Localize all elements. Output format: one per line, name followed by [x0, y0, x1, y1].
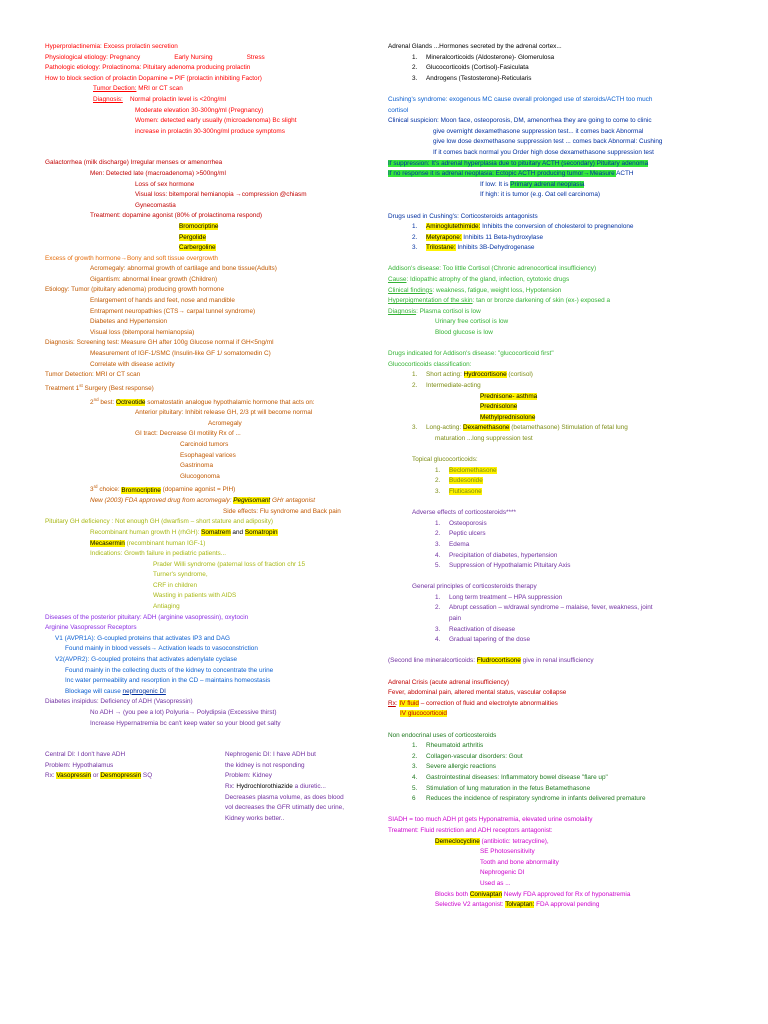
second-line: (Second line mineralcorticoids: Fludrocortisone give in renal insufficiency	[388, 657, 594, 665]
nonendo-item: 6 Reduces the incidence of respiratory syndrome in infants delivered premature	[412, 795, 646, 803]
cushing-drug-list	[388, 222, 733, 254]
adverse-effect-item: 5. Suppression of Hypothalamic Pituitary Axis	[435, 562, 571, 570]
gi-tract: GI tract: Decrease GI motility Rx of ...	[135, 430, 241, 438]
gi-use-3: Gastrinoma	[180, 462, 214, 470]
drug-carbergoline: Carbergoline	[179, 244, 216, 252]
gh-feature-4: Visual loss (bitemporal hemianopsia)	[90, 328, 195, 336]
drug-pergolide: Pergolide	[179, 233, 207, 241]
v1-location: Found mainly in blood vessels→ Activation leads to vasoconstriction	[65, 645, 258, 653]
demeclo-se-1: SE Photosensitivity	[480, 848, 535, 856]
clinical-suspicion: Clinical suspicion: Moon face, osteoporosis, DM, amenorrhea they are going to come to clinic	[388, 117, 652, 125]
topical-item: 3. Fluticasone	[435, 487, 482, 495]
tolvaptan-line: Selective V2 antagonist: Tolvaptan: FDA approval pending	[435, 901, 600, 909]
cushing-test-1: give overnight dexamethasone suppression test... it comes back Abnormal	[433, 127, 644, 135]
pathologic-etiology: Pathologic etiology: Prolactinoma: Pituitary adenoma producing prolactin	[45, 64, 251, 72]
drug-bromocriptine: Bromocriptine	[179, 222, 219, 230]
principle-2: 2. Abrupt cessation – w/drawal syndrome – malaise, fever, weakness, joint	[435, 604, 653, 612]
if-low-line: If low: It is Primary adrenal neoplasia	[480, 180, 585, 188]
diagnosis-line-2: Moderate elevation 30-300ng/ml (Pregnancy)	[135, 106, 264, 114]
intermediate-acting: 2. Intermediate-acting	[412, 382, 481, 389]
anterior-pituitary: Anterior pituitary: Inhibit release GH, 2/3 pt will become normal	[135, 409, 313, 417]
demeclo-se-3: Nephrogenic DI	[480, 869, 525, 877]
diagnosis-line-1: Diagnosis: Normal prolactin level is <20ng/ml	[93, 95, 227, 103]
demeclocycline: Demeclocycline (antibiotic: tetracycline),	[435, 837, 549, 845]
di-symptom-2: Increase Hypernatremia bc can't keep water so your blood get salty	[90, 719, 281, 727]
cushing-drug-item: 1. Aminoglutethimide: Inhibits the conversion of cholesterol to pregnenolone	[412, 223, 634, 231]
addison-title: Addison's disease: Too little Cortisol (Chronic adrenocortical insufficiency)	[388, 265, 597, 273]
nonendo-item: 2. Collagen-vascular disorders: Gout	[412, 752, 523, 760]
adrenal-list	[388, 53, 733, 85]
diagnosis-line-4: increase in prolactin 30-300ng/ml produce symptoms	[135, 127, 285, 135]
pegvisomant-line: New (2003) FDA approved drug from acromegaly: Pegvisomant GHr antagonist	[90, 497, 315, 505]
gh-feature-2: Entrapment neuropathies (CTS→ carpal tunnel syndrome)	[90, 307, 256, 315]
cushing-drug-item: 3. Trilostane: Inhibits 3B-Dehydrogenase	[412, 244, 535, 252]
siadh-title: SIADH = too much ADH pt gets Hyponatremia, elevated urine osmolality	[388, 816, 593, 824]
men-detection: Men: Detected late (macroadenoma) >500ng/ml	[90, 169, 226, 177]
addison-clinical: Clinical findings: weakness, fatigue, weight loss, Hypotension	[388, 286, 562, 294]
adrenal-hormone-item: 1. Mineralcorticoids (Aldosterone)- Glomerulosa	[412, 53, 555, 61]
gh-etiology: Etiology: Tumor (pituitary adenoma) producing growth hormone	[45, 286, 225, 294]
prolactinoma-treatment: Treatment: dopamine agonist (80% of prolactinoma respond)	[90, 212, 263, 220]
nonendo-item: 5. Stimulation of lung maturation in the fetus Betamethasone	[412, 784, 591, 792]
long-acting-cont: maturation ...long suppression test	[435, 434, 533, 442]
avp-receptors: Arginine Vasopressor Receptors	[45, 624, 137, 632]
gh-tumor-detection: Tumor Detection: MRI or CT scan	[45, 371, 141, 379]
left-column	[45, 42, 380, 845]
gh-deficiency-title: Pituitary GH deficiency : Not enough GH (dwarfism – short stature and adiposity)	[45, 518, 274, 526]
crisis-iv: IV glucocorticoid	[400, 710, 447, 718]
cushing-drug-item: 2. Metyrapone: Inhibits 11 Beta-hydroxylase	[412, 233, 544, 241]
gh-feature-3: Diabetes and Hypertension	[90, 318, 168, 326]
nonendo-list	[388, 741, 733, 805]
indication-1: Prader Willi syndrome (paternal loss of fraction chr 15	[153, 560, 306, 568]
gh-treatment-1: Treatment 1st Surgery (Best response)	[45, 382, 154, 392]
symptom-2: Visual loss: bitemporal hemianopia →compression @chiasm	[135, 191, 307, 199]
side-effects: Side effects: Flu syndrome and Back pain	[223, 507, 341, 515]
gh-screening: Diagnosis: Screening test: Measure GH after 100g Glucose normal if GH<5ng/ml	[45, 339, 274, 347]
demeclo-se-4: Used as ...	[480, 879, 511, 887]
principle-1: 1. Long term treatment – HPA suppression	[435, 593, 563, 601]
gi-use-1: Carcinoid tumors	[180, 441, 229, 449]
indication-3: CRF in children	[153, 581, 198, 589]
gh-feature-1: Enlargement of hands and feet, nose and mandible	[90, 297, 235, 305]
v1-receptor: V1 (AVPR1A): G-coupled proteins that activates IP3 and DAG	[55, 634, 230, 642]
nephrogenic-di: Nephrogenic DI: I have ADH but the kidney is not responding Problem: Kidney Rx: Hydrochlorothiazide a diuretic... Decreases plasma volume, as does blood vol decreases the GFR utimatly dec urine, Kidney works better..	[225, 751, 344, 822]
crisis-rx: Rx: IV fluid – correction of fluid and electrolyte abnormalities	[388, 699, 558, 707]
demeclo-se-2: Tooth and bone abnormality	[480, 858, 559, 866]
indication-2: Turner's syndrome,	[153, 571, 208, 579]
addison-hyperpig: Hyperpigmentation of the skin: tan or bronze darkening of skin (ex-) exposed a	[388, 297, 611, 305]
prolactin-block: How to block section of prolactin Dopamine = PIF (prolactin inhibiting Factor)	[45, 74, 262, 82]
adverse-effect-item: 2. Peptic ulcers	[435, 530, 486, 538]
conivaptan-line: Blocks both Conivaptan Newly FDA approved for Rx of hyponatremia	[435, 890, 631, 898]
addison-diagnosis: Diagnosis: Plasma cortisol is low	[388, 307, 481, 315]
topical-item: 2. Budesonide	[435, 477, 483, 485]
long-acting: 3. Long-acting: Dexamethasone (betamethasone) Stimulation of fetal lung	[412, 424, 628, 432]
if-high-line: If high: it is tumor (e.g. Oat cell carcinoma)	[480, 191, 601, 199]
di-comparison	[45, 750, 380, 845]
gh-treatment-2: 2nd best: Octreotide somatostatin analogue hypothalamic hormone that acts on:	[90, 396, 315, 406]
gi-use-4: Glucogonoma	[180, 472, 220, 480]
indication-4: Wasting in patients with AIDS	[153, 592, 237, 600]
v2-location: Found mainly in the collecting ducts of the kidney to concentrate the urine	[65, 666, 274, 674]
nonendo-title: Non endocrinal uses of corticosteroids	[388, 731, 497, 739]
hyperprolactinemia-title: Hyperprolactinemia: Excess prolactin secretion	[45, 43, 178, 50]
topical-item: 1. Beclomethasone	[435, 466, 497, 474]
siadh-treatment: Treatment: Fluid restriction and ADH receptors antagonist:	[388, 826, 553, 834]
cushing-test-2: give low dose dexmethasone suppression test ... comes back Abnormal: Cushing	[433, 138, 663, 146]
addison-drugs: Drugs indicated for Addison's disease: "glucocorticoid first"	[388, 350, 554, 358]
nonendo-item: 1. Rheumatoid arthritis	[412, 742, 484, 750]
adrenal-hormone-item: 3. Androgens (Testosterone)-Reticularis	[412, 74, 532, 82]
principles-title: General principles of corticosteroids therapy	[412, 583, 537, 591]
crisis-title: Adrenal Crisis (acute adrenal insufficiency)	[388, 678, 510, 686]
v2-blockage: Blockage will cause nephrogenic DI	[65, 687, 166, 695]
indications: Indications: Growth failure in pediatric patients...	[90, 550, 227, 558]
tumor-detection: Tumor Dection: MRI or CT scan	[93, 85, 183, 93]
addison-dx-3: Blood glucose is low	[435, 329, 493, 337]
adverse-title: Adverse effects of corticosteroids****	[412, 509, 516, 517]
indication-5: Antiaging	[153, 603, 180, 611]
gluco-classification: Glucocorticoids classification:	[388, 360, 472, 368]
physiological-etiology: Physiological etiology: Pregnancy Early Nursing Stress	[45, 53, 265, 61]
diagnosis-line-3: Women: detected early usually (microadenoma) Bc slight	[135, 117, 297, 125]
mecasermin-line: Mecasermin (recombinant human IGF-1)	[90, 539, 206, 547]
nonendo-item: 3. Severe allergic reactions	[412, 763, 496, 771]
short-acting: 1. Short acting: Hydrocortisone (cortisol)	[412, 371, 533, 379]
crisis-symptoms: Fever, abdominal pain, altered mental status, vascular collapse	[388, 689, 567, 697]
methylprednisolone: Methylprednisolone	[480, 413, 536, 421]
rhgh-line: Recombinant human growth H (rhGH): Somatrem and Somatropin	[90, 528, 278, 536]
adverse-effect-item: 4. Precipitation of diabetes, hypertension	[435, 551, 558, 559]
topical-list	[388, 466, 733, 498]
nonendo-item: 4. Gastrointestinal diseases: Inflammatory bowel disease "flare up"	[412, 773, 608, 781]
principle-4: 4. Gradual tapering of the dose	[435, 636, 531, 644]
cushing-drugs-title: Drugs used in Cushing's: Corticosteroids antagonists	[388, 212, 538, 220]
di-symptom-1: No ADH → (you pee a lot) Polyuria→ Polydipsia (Excessive thirst)	[90, 709, 277, 716]
addison-dx-2: Urinary free cortisol is low	[435, 318, 509, 326]
symptom-1: Loss of sex hormone	[135, 180, 195, 188]
gh-treatment-3: 3rd choice: Bromocriptine (dopamine agonist = PIH)	[90, 484, 236, 494]
suppression-line: If suppression: It's adrenal hyperplasia due to pituitary ACTH (secondary) Pituitary adenoma	[388, 159, 649, 167]
diabetes-insipidus: Diabetes insipidus: Deficiency of ADH (Vasopressin)	[45, 698, 193, 706]
disease-correlation: Correlate with disease activity	[90, 360, 175, 368]
acromegaly-def: Acromegaly: abnormal growth of cartilage and bone tissue(Adults)	[90, 265, 277, 273]
adrenal-title: Adrenal Glands ...Hormones secreted by the adrenal cortex...	[388, 43, 562, 50]
principle-3: 3. Reactivation of disease	[435, 625, 516, 633]
right-column	[388, 42, 733, 911]
gh-excess: Excess of growth hormone→Bony and soft tissue overgrowth	[45, 254, 218, 262]
igf-measurement: Measurement of IGF-1/SMC (Insulin-like GF 1/ somatomedin C)	[90, 350, 271, 358]
adverse-effect-item: 1. Osteoporosis	[435, 519, 487, 527]
prednisone: Prednisone- asthma	[480, 392, 538, 400]
cushing-test-3: If it comes back normal you Order high dose dexamethasone suppression test	[433, 148, 654, 156]
no-response-line: If no response it is adrenal neoplasia: Ectopic ACTH producing tumor→Measure ACTH	[388, 170, 634, 178]
gigantism-def: Gigantism: abnormal linear growth (Children)	[90, 275, 218, 283]
v2-receptor: V2(AVPR2): G-coupled proteins that activates adenylate cyclase	[55, 656, 238, 664]
octreotide: Octreotide	[115, 398, 146, 406]
gi-use-2: Esophageal varices	[180, 451, 236, 459]
central-di: Central DI: I don't have ADH Problem: Hypothalamus Rx: Vasopressin or Desmopressin SQ	[45, 751, 153, 780]
prednisolone: Prednisolone	[480, 403, 518, 411]
adrenal-hormone-item: 2. Glucocorticoids (Cortisol)-Fasiculata	[412, 64, 529, 72]
addison-cause: Cause: Idiopathic atrophy of the gland, infection, cytotoxic drugs	[388, 276, 570, 284]
cushing-title-cont: cortisol	[388, 106, 409, 114]
cushing-title: Cushing's syndrome: exogenous MC cause overall prolonged use of steroids/ACTH too much	[388, 95, 653, 103]
acromegaly-note: Acromegaly	[208, 419, 242, 427]
posterior-title: Diseases of the posterior pituitary: ADH (arginine vasopressin), oxytocin	[45, 613, 249, 621]
adverse-effect-item: 3. Edema	[435, 540, 470, 548]
galactorrhea-title: Galactorrhea (milk discharge) Irregular menses or amenorrhea	[45, 159, 223, 167]
v2-function: Inc water permeability and resorption in the CD – maintains homeostasis	[65, 677, 271, 685]
symptom-3: Gynecomastia	[135, 201, 176, 209]
principle-2-cont: pain	[449, 615, 462, 623]
topical-title: Topical glucocorticoids:	[412, 456, 478, 464]
adverse-list	[388, 519, 733, 572]
